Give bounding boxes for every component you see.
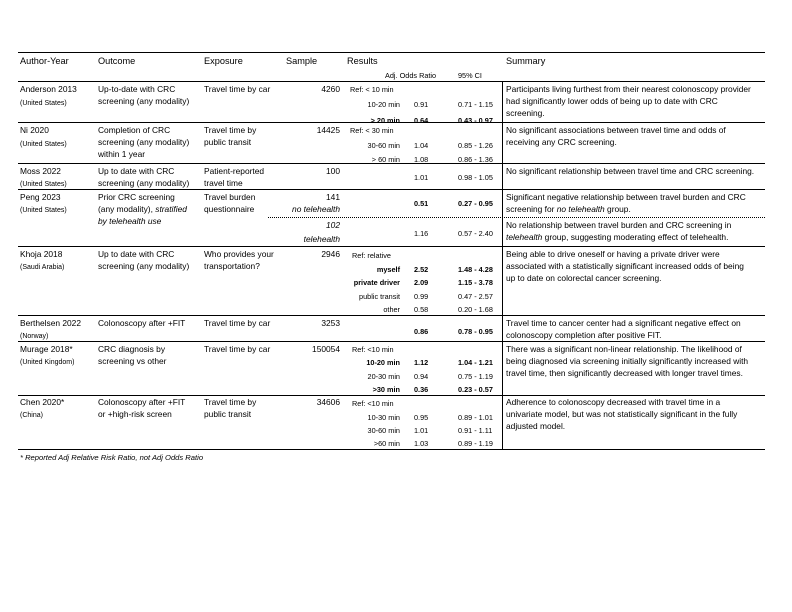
sample-size: 3253 [321,318,340,328]
confidence-interval: 0.89 - 1.19 [458,439,493,448]
outcome-line: Up-to-date with CRC [98,84,176,94]
author-year: Anderson 2013 [20,84,77,94]
outcome-line: screening (any modality) [98,96,190,106]
confidence-interval: 0.89 - 1.01 [458,413,493,422]
exposure-line: Travel time by car [204,344,271,354]
result-label: Ref: <10 min [352,399,394,408]
sample-size: 4260 [321,84,340,94]
row-divider [18,395,765,396]
author-year: Berthelsen 2022 [20,318,81,328]
author-year: Chen 2020* [20,397,65,407]
exposure-line: Patient-reported [204,166,265,176]
summary-line: Being able to drive oneself or having a private driver were [506,249,720,259]
confidence-interval: 0.43 - 0.97 [458,116,493,125]
odds-ratio: 0.36 [414,385,429,394]
outcome-line: screening (any modality) [98,261,190,271]
result-label: 30-60 min [367,141,400,150]
footnote: * Reported Adj Relative Risk Ratio, not Adj Odds Ratio [20,453,204,462]
confidence-interval: 0.91 - 1.11 [458,426,493,435]
summary-italic: telehealth [506,232,543,242]
exposure-line: travel time [204,178,243,188]
group-label: telehealth [303,234,340,244]
header-summary: Summary [506,56,546,66]
country: (United States) [20,141,67,148]
country: (United Kingdom) [20,359,75,366]
result-label: myself [376,265,400,274]
row-divider [18,189,765,190]
sample-size: 150054 [312,344,340,354]
summary-line: travel time, then significantly decreased with longer travel times. [506,368,743,378]
summary-line: No significant associations between travel time and odds of [506,125,726,135]
odds-ratio: 0.51 [414,199,429,208]
sample-size: 102 [326,220,340,230]
outcome-stratified: stratified [155,204,187,214]
odds-ratio: 1.01 [414,173,429,182]
header-results: Results [347,56,378,66]
result-label: 20-30 min [367,372,400,381]
summary-line: had significantly lower odds of being up to date with CRC [506,96,718,106]
odds-ratio: 1.04 [414,141,429,150]
header-outcome: Outcome [98,56,136,66]
sample-size: 34606 [316,397,340,407]
odds-ratio: 0.58 [414,305,429,314]
confidence-interval: 0.27 - 0.95 [458,199,493,208]
summary-line: screening. [506,108,545,118]
outcome-line: Up to date with CRC [98,249,175,259]
exposure-line: questionnaire [204,204,255,214]
odds-ratio: 0.86 [414,327,429,336]
result-label: >60 min [373,439,400,448]
exposure-line: Travel time by [204,125,257,135]
outcome-line: screening (any modality) [98,137,190,147]
odds-ratio: 1.01 [414,426,429,435]
odds-ratio: 1.12 [414,358,429,367]
sample-size: 14425 [316,125,340,135]
exposure-line: Travel time by car [204,318,271,328]
summary-line: Significant negative relationship between travel burden and CRC [506,192,746,202]
exposure-line: Travel time by car [204,84,271,94]
summary-line: There was a significant non-linear relationship. The likelihood of [506,344,742,354]
header-adj-odds-ratio: Adj. Odds Ratio [385,71,437,80]
summary-line: No significant relationship between travel time and CRC screening. [506,166,755,176]
country: (China) [20,412,43,419]
result-label: 30-60 min [367,426,400,435]
row-divider [18,246,765,247]
summary-line: adjusted model. [506,421,566,431]
header-exposure: Exposure [204,56,243,66]
confidence-interval: 0.23 - 0.57 [458,385,493,394]
summary-line: univariate model, but was not statistically significant in the fully [506,409,738,419]
outcome-line: Prior CRC screening [98,192,175,202]
summary-line: Travel time to cancer center had a significant negative effect on [506,318,741,328]
exposure-line: Travel burden [204,192,256,202]
odds-ratio: 2.09 [414,278,429,287]
confidence-interval: 1.48 - 4.28 [458,265,493,274]
result-label: other [383,305,400,314]
confidence-interval: 0.47 - 2.57 [458,292,493,301]
country: (United States) [20,100,67,107]
sample-size: 141 [326,192,340,202]
outcome-line: Colonoscopy after +FIT [98,397,186,407]
summary-line: receiving any CRC screening. [506,137,617,147]
summary-line: No relationship between travel burden and CRC screening in [506,220,732,230]
odds-ratio: 0.64 [414,116,429,125]
outcome-line: or +high-risk screen [98,409,172,419]
table-top-border [18,52,765,53]
header-95-ci: 95% CI [458,71,482,80]
summary-line: being diagnosed via screening initially significantly increased with [506,356,749,366]
confidence-interval: 0.86 - 1.36 [458,155,493,164]
odds-ratio: 1.08 [414,155,429,164]
result-label: 10-30 min [367,413,400,422]
result-label: Ref: relative [352,251,391,260]
summary-column-border [502,81,503,449]
outcome-line: CRC diagnosis by [98,344,166,354]
confidence-interval: 0.75 - 1.19 [458,372,493,381]
result-label: > 60 min [371,155,400,164]
confidence-interval: 0.78 - 0.95 [458,327,493,336]
outcome-line: Completion of CRC [98,125,171,135]
confidence-interval: 0.85 - 1.26 [458,141,493,150]
outcome-line: within 1 year [98,149,146,159]
result-label: Ref: < 30 min [350,126,394,135]
outcome-line: screening vs other [98,356,167,366]
summary-text: screening for [506,204,557,214]
author-year: Khoja 2018 [20,249,63,259]
summary-text: group, suggesting moderating effect of telehealth. [542,232,729,242]
exposure-line: transportation? [204,261,260,271]
outcome-line [98,204,187,215]
exposure-line: public transit [204,409,252,419]
confidence-interval: 0.71 - 1.15 [458,100,493,109]
table-bottom-border [18,449,765,450]
header-sample: Sample [286,56,318,66]
summary-line: Participants living furthest from their nearest colonoscopy provider [506,84,751,94]
outcome-line: Colonoscopy after +FIT [98,318,186,328]
country: (Saudi Arabia) [20,264,65,271]
result-label: >30 min [372,385,400,394]
result-label: > 20 min [370,116,400,125]
result-label: private driver [353,278,400,287]
row-divider [18,122,765,123]
confidence-interval: 0.57 - 2.40 [458,229,493,238]
result-label: 10-20 min [366,358,400,367]
result-label: public transit [359,292,400,301]
row-divider [18,315,765,316]
summary-line [506,232,728,243]
confidence-interval: 1.04 - 1.21 [458,358,493,367]
odds-ratio: 1.16 [414,229,429,238]
author-year: Peng 2023 [20,192,61,202]
odds-ratio: 0.95 [414,413,429,422]
odds-ratio: 0.91 [414,100,429,109]
odds-ratio: 1.03 [414,439,429,448]
author-year: Ni 2020 [20,125,49,135]
result-label: Ref: < 10 min [350,85,394,94]
header-bottom-border [18,81,765,82]
exposure-line: public transit [204,137,252,147]
summary-italic: no telehealth [556,204,605,214]
country: (United States) [20,207,67,214]
sample-size: 2946 [321,249,340,259]
summary-line [506,204,631,215]
outcome-line: screening (any modality) [98,178,190,188]
summary-line: associated with a statistically significant increased odds of being [506,261,744,271]
country: (United States) [20,181,67,188]
result-label: Ref: <10 min [352,345,394,354]
subgroup-divider [268,217,765,218]
header-author-year: Author-Year [20,56,69,66]
outcome-text: (any modality), [98,204,156,214]
country: (Norway) [20,333,49,340]
odds-ratio: 0.99 [414,292,429,301]
row-divider [18,341,765,342]
exposure-line: Who provides your [204,249,274,259]
summary-line: colonoscopy completion after positive FIT. [506,330,662,340]
author-year: Murage 2018* [20,344,73,354]
summary-line: up to date on colorectal cancer screening. [506,273,662,283]
odds-ratio: 0.94 [414,372,429,381]
sample-size: 100 [326,166,340,176]
confidence-interval: 0.20 - 1.68 [458,305,493,314]
summary-line: Adherence to colonoscopy decreased with travel time in a [506,397,721,407]
exposure-line: Travel time by [204,397,257,407]
odds-ratio: 2.52 [414,265,429,274]
row-divider [18,163,765,164]
outcome-line: by telehealth use [98,216,162,226]
confidence-interval: 1.15 - 3.78 [458,278,493,287]
author-year: Moss 2022 [20,166,61,176]
result-label: 10-20 min [367,100,400,109]
confidence-interval: 0.98 - 1.05 [458,173,493,182]
summary-text: group. [604,204,631,214]
outcome-line: Up to date with CRC [98,166,175,176]
group-label: no telehealth [292,204,340,214]
